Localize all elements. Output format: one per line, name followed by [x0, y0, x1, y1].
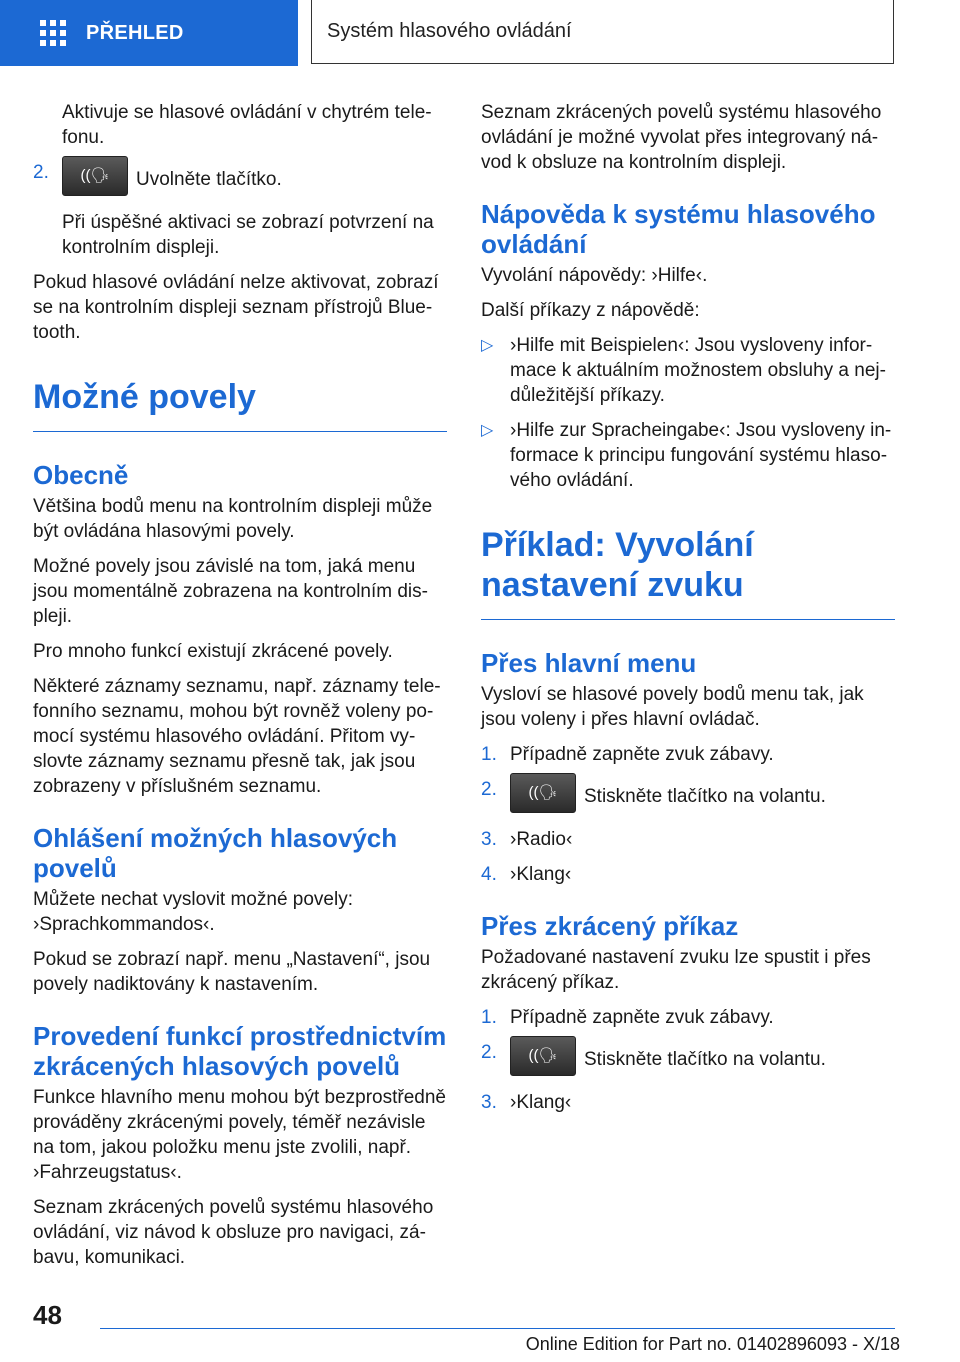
list-item	[481, 418, 895, 493]
list-item	[481, 862, 895, 887]
paragraph: Funkce hlavního menu mohou být bezprostředně prováděny zkrácenými povely, téměř nezávisle na tom, jakou položku menu jste zvolili, např. ›Fahrzeugstatus‹.	[33, 1087, 446, 1183]
section-heading: Možné povely	[33, 377, 447, 432]
step-text: ›Klang‹	[510, 1092, 572, 1113]
paragraph: Můžete nechat vyslovit možné povely: ›Sprachkommandos‹.	[33, 889, 353, 935]
edition-text: Online Edition for Part no. 01402896093 - X/18	[525, 1334, 900, 1354]
right-column	[481, 100, 895, 1125]
paragraph: Vysloví se hlasové povely bodů menu tak, jak jsou voleny i přes hlavní ovládač.	[481, 684, 864, 730]
bullet-text: ›Hilfe zur Spracheingabe‹: Jsou vysloveny informace k principu fungování systému hlasového ovládání.	[510, 420, 892, 491]
step-text: ›Radio‹	[510, 829, 573, 850]
paragraph: Seznam zkrácených povelů systému hlasového ovládání, viz návod k obsluze pro navigaci, zábavu, komunikaci.	[33, 1197, 434, 1268]
subheading: Obecně	[33, 460, 129, 490]
list-item	[481, 777, 895, 817]
list-item	[481, 742, 895, 767]
voice-button-icon: ((🗣	[62, 156, 128, 196]
subheading: Přes zkrácený příkaz	[481, 911, 739, 941]
step-text: Případně zapněte zvuk zábavy.	[510, 744, 774, 765]
subheading: Provedení funkcí prostřednictvím zkrácených hlasových povelů	[33, 1021, 447, 1081]
list-item	[481, 333, 895, 408]
paragraph: Pro mnoho funkcí existují zkrácené povely.	[33, 641, 393, 662]
step-text: Stiskněte tlačítko na volantu.	[584, 1049, 826, 1071]
step-text: Stiskněte tlačítko na volantu.	[584, 786, 826, 808]
step-text: ›Klang‹	[510, 864, 572, 885]
list-item	[481, 827, 895, 852]
paragraph: Další příkazy z nápovědě:	[481, 300, 700, 321]
paragraph: Možné povely jsou závislé na tom, jaká menu jsou momentálně zobrazena na kontrolním displeji.	[33, 556, 428, 627]
voice-button-icon: ((🗣	[510, 773, 576, 813]
bullet-text: ›Hilfe mit Beispielen‹: Jsou vysloveny informace k aktuálním možnostem obsluhy a nejdůležitější příkazy.	[510, 335, 886, 406]
page-number: 48	[33, 1300, 62, 1330]
voice-button-icon: ((🗣	[510, 1036, 576, 1076]
subheading: Nápověda k systému hlasového ovládání	[481, 199, 876, 259]
paragraph: Seznam zkrácených povelů systému hlasového ovládání je možné vyvolat přes integrovaný návod k obsluze na kontrolním displeji.	[481, 102, 882, 173]
step-number: 2.	[481, 1042, 497, 1063]
step-number: 3.	[481, 1092, 497, 1113]
section-heading: Příklad: Vyvolání nastavení zvuku	[481, 525, 895, 620]
paragraph: Při úspěšné aktivaci se zobrazí potvrzení na kontrolním displeji.	[62, 212, 434, 258]
paragraph: Pokud se zobrazí např. menu „Nastavení“, jsou povely nadiktovány k nastavením.	[33, 949, 431, 995]
list-item	[481, 1090, 895, 1115]
footer-divider	[100, 1328, 895, 1329]
overview-label: PŘEHLED	[86, 21, 184, 44]
list-item	[481, 1005, 895, 1030]
grid-icon	[40, 20, 66, 46]
step-number: 3.	[481, 829, 497, 850]
step-number: 4.	[481, 864, 497, 885]
left-column	[33, 100, 447, 1280]
subheading: Ohlášení možných hlasových povelů	[33, 823, 398, 883]
subheading: Přes hlavní menu	[481, 648, 697, 678]
step-text: Případně zapněte zvuk zábavy.	[510, 1007, 774, 1028]
step-number: 1.	[481, 744, 497, 765]
paragraph: Požadované nastavení zvuku lze spustit i přes zkrácený příkaz.	[481, 947, 871, 993]
paragraph: Pokud hlasové ovládání nelze aktivovat, zobrazí se na kontrolním displeji seznam přístrojů Bluetooth.	[33, 272, 439, 343]
triangle-bullet-icon: ▷	[481, 422, 494, 439]
paragraph: Většina bodů menu na kontrolním displeji může být ovládána hlasovými povely.	[33, 496, 433, 542]
list-item	[481, 1040, 895, 1080]
step-number: 1.	[481, 1007, 497, 1028]
paragraph: Aktivuje se hlasové ovládání v chytrém telefonu.	[62, 102, 432, 148]
section-title-box	[311, 0, 894, 64]
list-item	[33, 160, 447, 200]
step-number: 2.	[481, 779, 497, 800]
paragraph: Vyvolání nápovědy: ›Hilfe‹.	[481, 265, 708, 286]
triangle-bullet-icon: ▷	[481, 337, 494, 354]
paragraph: Některé záznamy seznamu, např. záznamy telefonního seznamu, mohou být rovněž voleny pomocí systému hlasového ovládání. Přitom vyslovte záznamy seznamu přesně tak, jak jsou zobrazeny v příslušném seznamu.	[33, 676, 441, 797]
step-number: 2.	[33, 162, 49, 183]
overview-tab[interactable]	[0, 0, 298, 66]
step-text: Uvolněte tlačítko.	[136, 169, 282, 191]
section-title: Systém hlasového ovládání	[327, 20, 572, 42]
